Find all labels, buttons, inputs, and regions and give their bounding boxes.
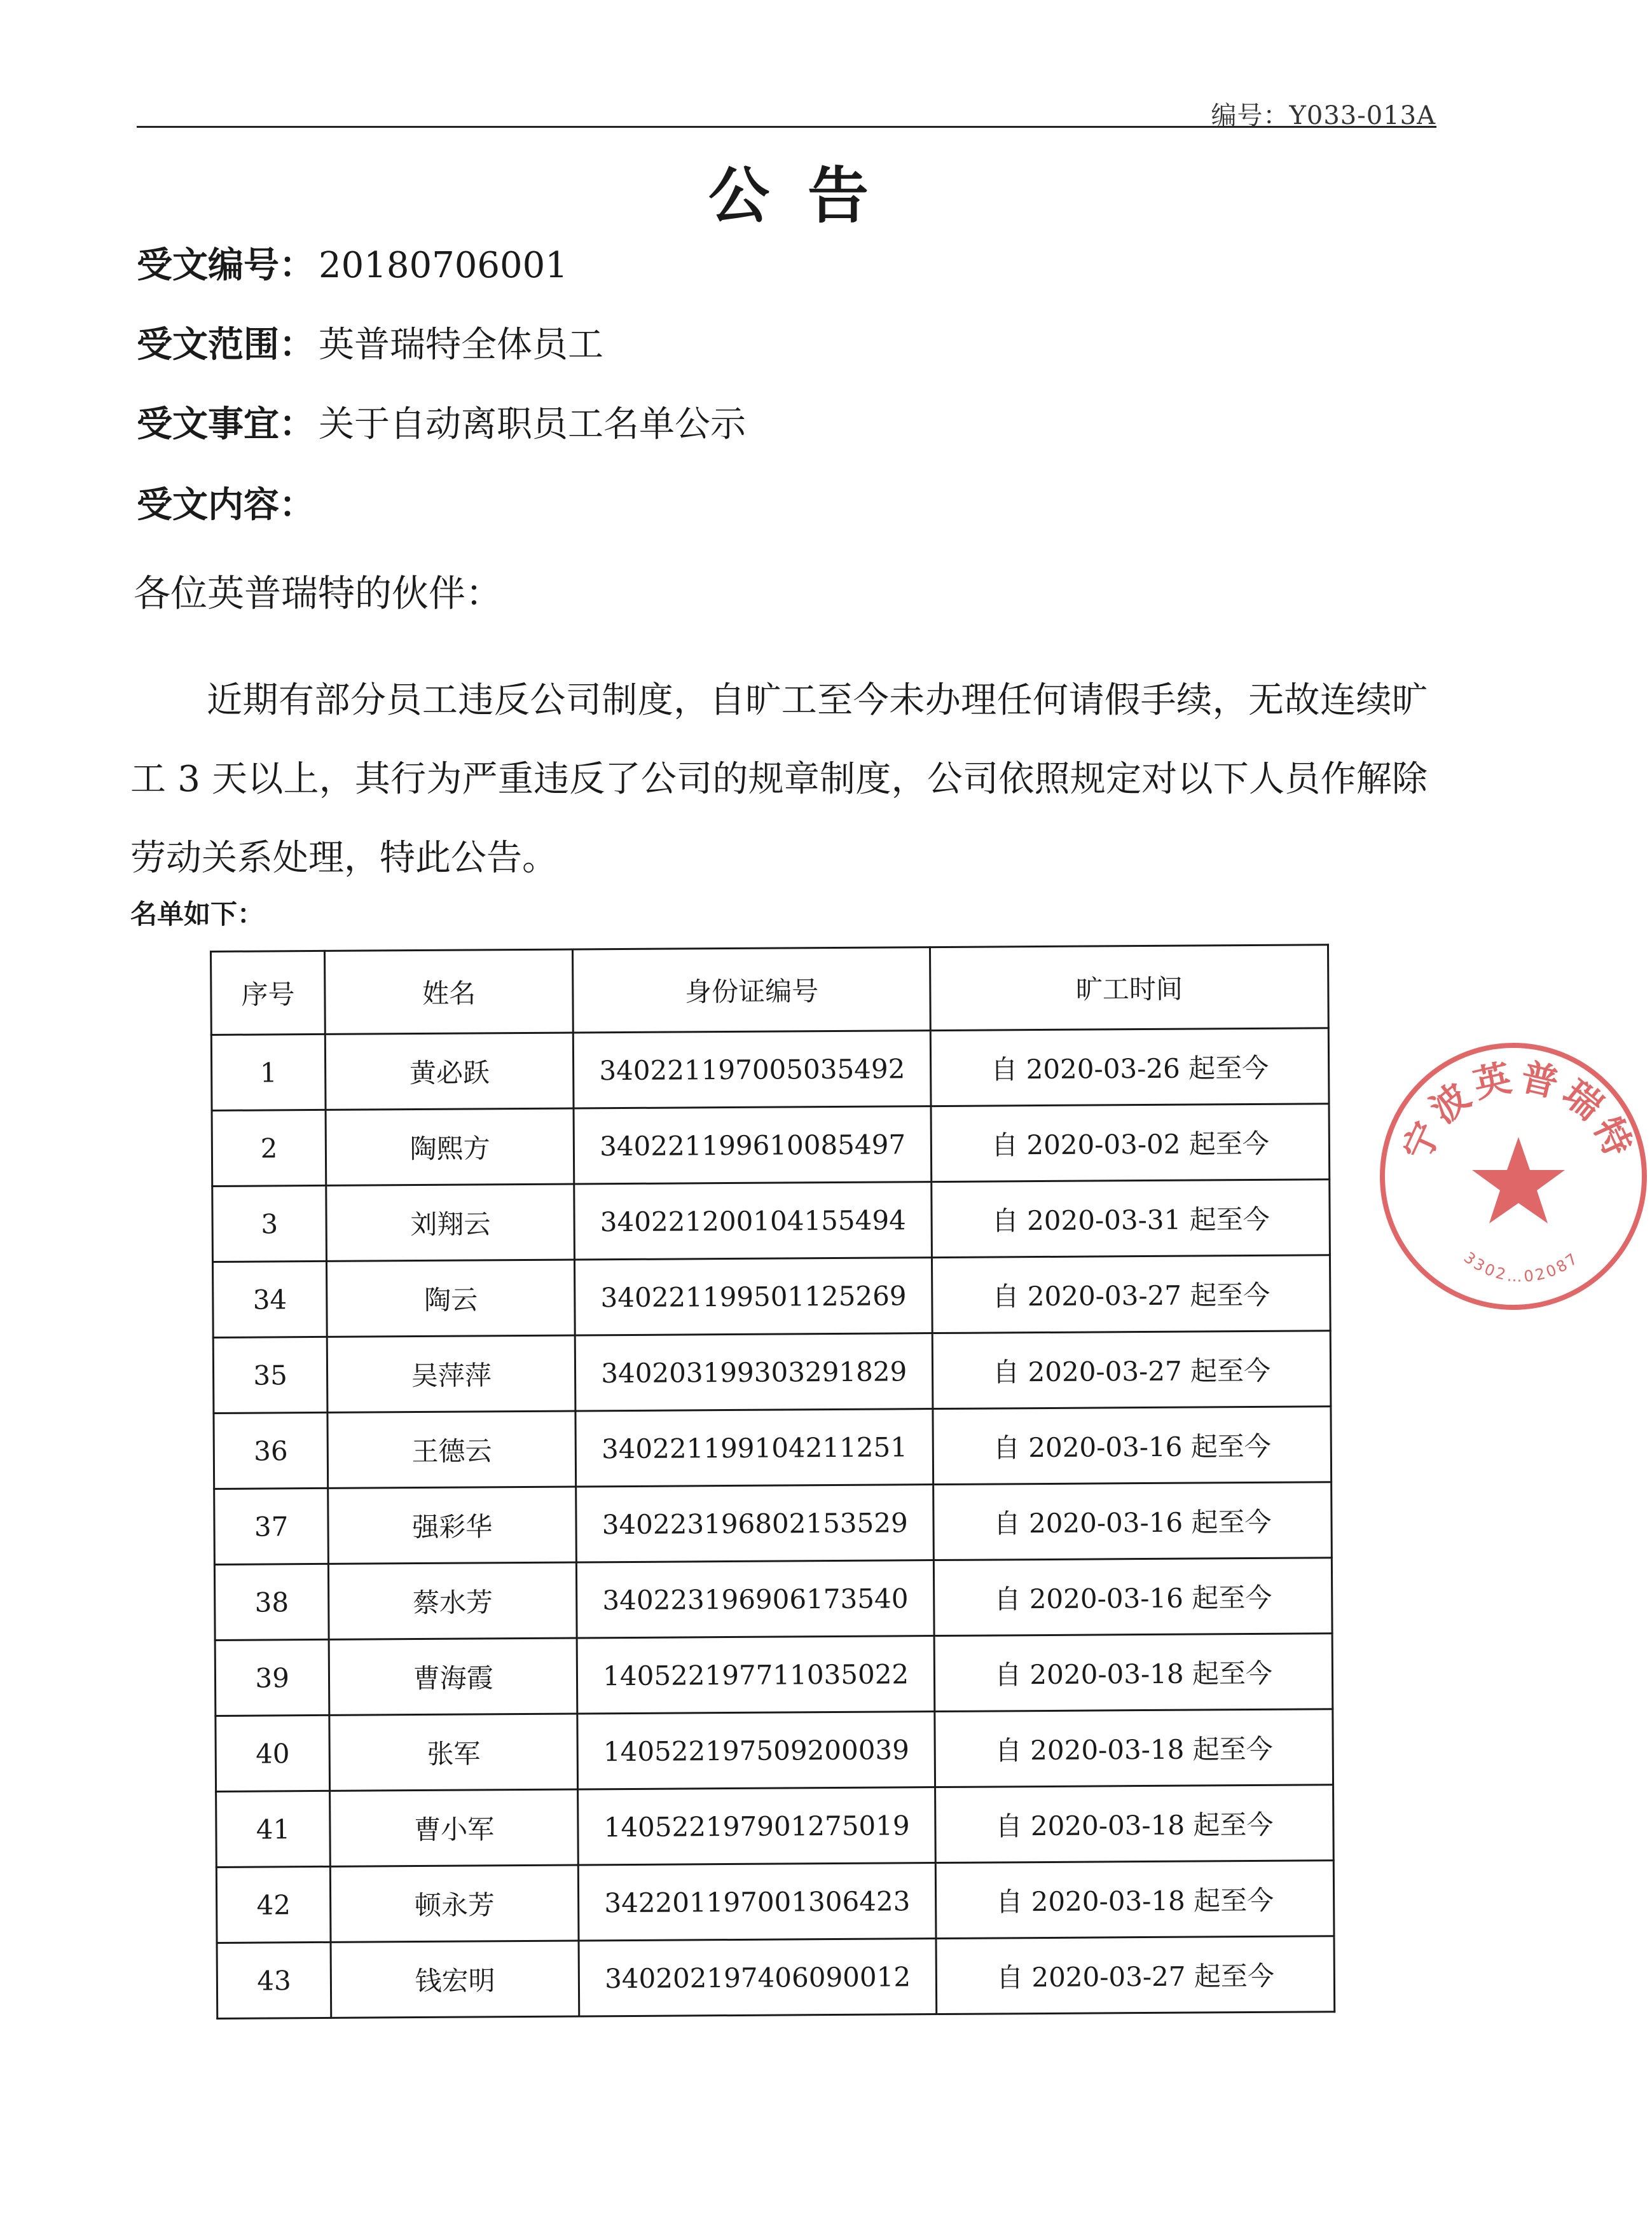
scope-field bbox=[137, 320, 603, 371]
cell-name: 蔡水芳 bbox=[329, 1562, 577, 1639]
table-row bbox=[214, 1558, 1332, 1641]
cell-id-number: 340221199501125269 bbox=[575, 1258, 933, 1335]
header-absence: 旷工时间 bbox=[930, 945, 1329, 1031]
cell-name: 强彩华 bbox=[328, 1487, 577, 1564]
cell-seq: 3 bbox=[212, 1185, 327, 1262]
cell-id-number: 340223196802153529 bbox=[576, 1485, 934, 1562]
cell-absence: 自 2020-03-16 起至今 bbox=[933, 1407, 1332, 1485]
cell-name: 曹小军 bbox=[330, 1789, 579, 1866]
cell-name: 王德云 bbox=[327, 1411, 576, 1488]
cell-seq: 34 bbox=[212, 1261, 327, 1337]
cell-absence: 自 2020-03-18 起至今 bbox=[935, 1861, 1334, 1939]
cell-seq: 2 bbox=[212, 1110, 326, 1186]
cell-name: 陶云 bbox=[327, 1260, 575, 1337]
cell-id-number: 140522197901275019 bbox=[578, 1787, 936, 1865]
header-name: 姓名 bbox=[325, 949, 574, 1034]
cell-absence: 自 2020-03-27 起至今 bbox=[936, 1936, 1335, 2014]
cell-seq: 40 bbox=[216, 1715, 330, 1791]
document-number: 编号：Y033-013A bbox=[1211, 101, 1436, 130]
table-row bbox=[216, 1785, 1334, 1868]
cell-id-number: 340203199303291829 bbox=[575, 1333, 933, 1411]
cell-seq: 41 bbox=[216, 1791, 331, 1867]
doc-no-value: 20180706001 bbox=[319, 245, 568, 286]
cell-name: 黄必跃 bbox=[326, 1033, 574, 1110]
cell-id-number: 140522197711035022 bbox=[577, 1636, 935, 1714]
cell-name: 刘翔云 bbox=[326, 1184, 575, 1261]
doc-no-label: 受文编号： bbox=[137, 245, 315, 286]
cell-id-number: 340221199104211251 bbox=[575, 1409, 933, 1487]
table-header-row bbox=[211, 945, 1329, 1035]
header-id-number: 身份证编号 bbox=[573, 947, 931, 1033]
cell-seq: 43 bbox=[217, 1942, 331, 2018]
cell-seq: 42 bbox=[216, 1866, 331, 1943]
dismissal-table bbox=[210, 944, 1335, 2020]
table-row bbox=[212, 1180, 1330, 1262]
cell-id-number: 342201197001306423 bbox=[579, 1863, 937, 1941]
cell-seq: 37 bbox=[214, 1488, 329, 1564]
cell-id-number: 140522197509200039 bbox=[577, 1712, 935, 1789]
matter-value: 关于自动离职员工名单公示 bbox=[319, 404, 746, 445]
table-row bbox=[214, 1482, 1332, 1565]
matter-label: 受文事宜： bbox=[137, 404, 315, 445]
cell-id-number: 340221197005035492 bbox=[574, 1031, 932, 1108]
cell-absence: 自 2020-03-27 起至今 bbox=[932, 1255, 1331, 1333]
table-row bbox=[212, 1255, 1330, 1338]
cell-absence: 自 2020-03-16 起至今 bbox=[933, 1482, 1332, 1560]
table-row bbox=[216, 1709, 1333, 1792]
company-seal bbox=[1380, 1043, 1647, 1310]
table-row bbox=[216, 1861, 1334, 1943]
header-seq: 序号 bbox=[211, 951, 326, 1035]
cell-id-number: 340223196906173540 bbox=[577, 1560, 935, 1638]
content-field bbox=[137, 480, 315, 531]
cell-absence: 自 2020-03-26 起至今 bbox=[930, 1028, 1329, 1106]
table-row bbox=[213, 1331, 1331, 1414]
cell-seq: 38 bbox=[214, 1564, 329, 1640]
cell-absence: 自 2020-03-16 起至今 bbox=[934, 1558, 1333, 1636]
table-row bbox=[212, 1104, 1330, 1187]
page-title: 公告 bbox=[708, 160, 907, 231]
cell-id-number: 340221200104155494 bbox=[574, 1182, 932, 1260]
cell-absence: 自 2020-03-27 起至今 bbox=[932, 1331, 1331, 1409]
cell-absence: 自 2020-03-18 起至今 bbox=[935, 1709, 1333, 1787]
cell-name: 吴萍萍 bbox=[327, 1335, 575, 1412]
table-row bbox=[217, 1936, 1335, 2019]
matter-field bbox=[137, 399, 746, 450]
table-body bbox=[211, 1028, 1334, 2019]
list-heading: 名单如下： bbox=[130, 898, 265, 930]
cell-absence: 自 2020-03-02 起至今 bbox=[931, 1104, 1330, 1182]
content-label: 受文内容： bbox=[137, 485, 315, 526]
cell-name: 顿永芳 bbox=[331, 1865, 579, 1942]
doc-no-field bbox=[137, 240, 568, 291]
seal-text: 宁波英普瑞特 bbox=[1394, 1054, 1642, 1167]
cell-absence: 自 2020-03-31 起至今 bbox=[932, 1180, 1330, 1258]
table-row bbox=[211, 1028, 1329, 1111]
cell-name: 张军 bbox=[329, 1714, 578, 1791]
cell-seq: 36 bbox=[214, 1412, 328, 1489]
cell-seq: 39 bbox=[215, 1639, 329, 1716]
cell-seq: 1 bbox=[211, 1034, 326, 1110]
cell-absence: 自 2020-03-18 起至今 bbox=[934, 1634, 1333, 1712]
table-row bbox=[214, 1407, 1332, 1489]
seal-star-icon bbox=[1385, 1048, 1652, 1315]
scope-value: 英普瑞特全体员工 bbox=[319, 324, 603, 366]
svg-text:3302…02087 bbox=[1461, 1248, 1583, 1286]
header-rule bbox=[137, 126, 1436, 128]
announcement-paragraph: 近期有部分员工违反公司制度，自旷工至今未办理任何请假手续，无故连续旷工 3 天以上，其行为严重违反了公司的规章制度，公司依照规定对以下人员作解除劳动关系处理，特此公告。 bbox=[130, 680, 1428, 879]
seal-serial: 3302…02087 bbox=[1460, 1248, 1583, 1286]
cell-name: 曹海霞 bbox=[329, 1638, 577, 1715]
scope-label: 受文范围： bbox=[137, 324, 315, 366]
cell-id-number: 340202197406090012 bbox=[579, 1939, 937, 2016]
table-row bbox=[215, 1634, 1333, 1716]
cell-seq: 35 bbox=[213, 1337, 327, 1413]
greeting: 各位英普瑞特的伙伴： bbox=[134, 572, 503, 615]
cell-name: 陶熙方 bbox=[326, 1108, 574, 1185]
cell-id-number: 340221199610085497 bbox=[574, 1106, 932, 1184]
cell-name: 钱宏明 bbox=[331, 1941, 579, 2018]
cell-absence: 自 2020-03-18 起至今 bbox=[935, 1785, 1334, 1863]
